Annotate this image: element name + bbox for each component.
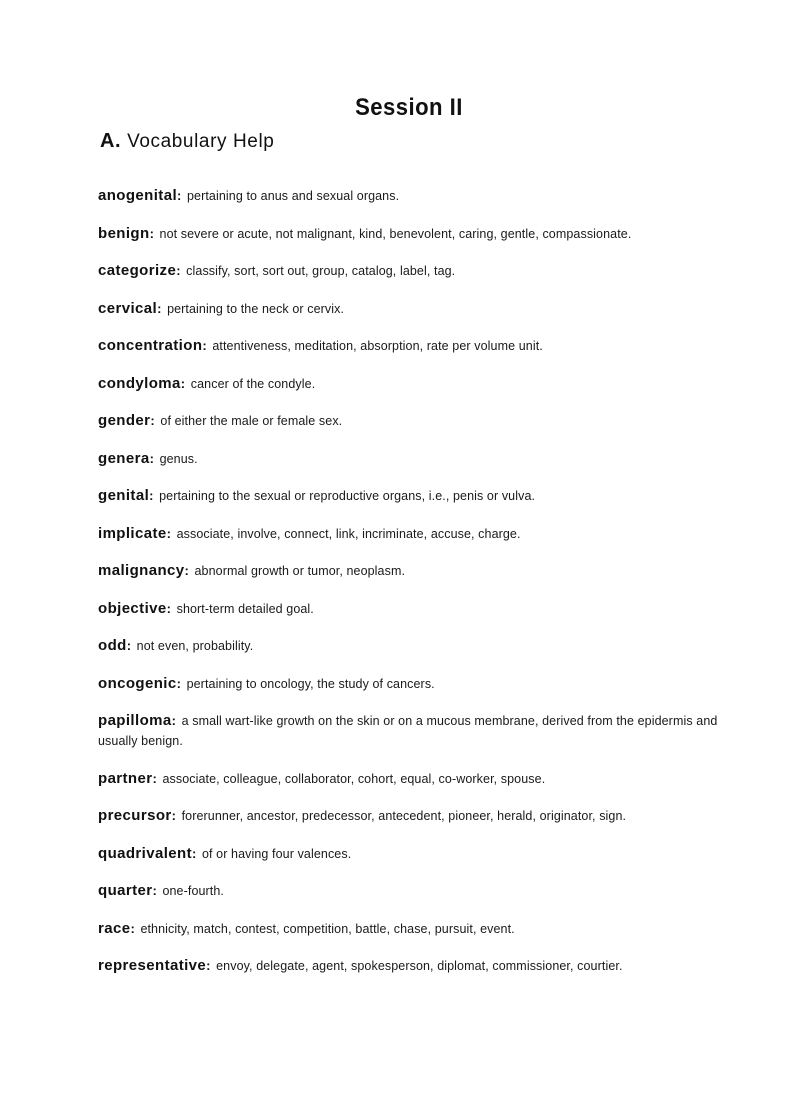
- term-separator: :: [152, 770, 157, 786]
- vocabulary-entry: [98, 486, 718, 506]
- vocabulary-entry: [98, 956, 718, 976]
- term-separator: :: [166, 525, 171, 541]
- vocabulary-term: quadrivalent: [98, 844, 192, 862]
- term-separator: :: [130, 920, 135, 936]
- term-separator: :: [192, 845, 197, 861]
- term-separator: :: [152, 883, 157, 898]
- vocabulary-entry: [98, 561, 718, 581]
- term-separator: :: [150, 413, 155, 428]
- vocabulary-definition: envoy, delegate, agent, spokesperson, diplomat, commissioner, courtier.: [216, 959, 623, 973]
- term-separator: :: [176, 263, 181, 278]
- vocabulary-definition: forerunner, ancestor, predecessor, antecedent, pioneer, herald, originator, sign.: [181, 809, 627, 823]
- vocabulary-term: partner: [98, 769, 153, 787]
- vocabulary-definition: classify, sort, sort out, group, catalog, label, tag.: [186, 264, 456, 278]
- vocabulary-definition: ethnicity, match, contest, competition, battle, chase, pursuit, event.: [140, 921, 515, 936]
- vocabulary-definition: short-term detailed goal.: [176, 601, 314, 616]
- term-separator: :: [166, 600, 171, 616]
- vocabulary-entry: [98, 636, 718, 656]
- term-separator: :: [176, 675, 181, 691]
- term-separator: :: [177, 188, 182, 203]
- vocabulary-term: representative: [98, 957, 207, 974]
- vocabulary-definition: one-fourth.: [162, 884, 225, 898]
- vocabulary-list: [98, 186, 718, 976]
- vocabulary-term: cervical: [98, 299, 158, 317]
- vocabulary-term: oncogenic: [98, 674, 177, 692]
- section-letter: A.: [100, 130, 122, 152]
- vocabulary-definition: attentiveness, meditation, absorption, rate per volume unit.: [212, 339, 543, 353]
- vocabulary-entry: [98, 919, 718, 939]
- vocabulary-term: gender: [98, 412, 151, 429]
- vocabulary-term: categorize: [98, 262, 177, 279]
- term-separator: :: [171, 808, 176, 823]
- vocabulary-definition: of either the male or female sex.: [160, 414, 343, 428]
- vocabulary-term: precursor: [98, 807, 172, 824]
- term-separator: :: [157, 300, 162, 316]
- vocabulary-entry: [98, 224, 718, 244]
- vocabulary-term: objective: [98, 599, 167, 617]
- vocabulary-term: benign: [98, 224, 150, 242]
- vocabulary-definition: cancer of the condyle.: [190, 376, 316, 391]
- vocabulary-definition: abnormal growth or tumor, neoplasm.: [194, 564, 406, 578]
- vocabulary-term: race: [98, 919, 131, 937]
- vocabulary-entry: [98, 711, 718, 751]
- vocabulary-entry: [98, 524, 718, 544]
- vocabulary-definition: associate, colleague, collaborator, cohort, equal, co-worker, spouse.: [162, 771, 546, 786]
- vocabulary-entry: [98, 299, 718, 319]
- session-title: Session II: [355, 94, 463, 121]
- section-heading-text: Vocabulary Help: [127, 131, 275, 152]
- vocabulary-entry: [98, 769, 718, 789]
- vocabulary-term: papilloma: [98, 712, 172, 729]
- vocabulary-entry: [98, 261, 718, 281]
- term-separator: :: [149, 450, 154, 466]
- vocabulary-entry: [98, 844, 718, 864]
- vocabulary-entry: [98, 674, 718, 694]
- section-heading: [100, 130, 274, 153]
- vocabulary-term: genera: [98, 449, 150, 467]
- term-separator: :: [184, 563, 189, 578]
- term-separator: :: [149, 225, 154, 241]
- vocabulary-definition: pertaining to oncology, the study of cancers.: [186, 676, 435, 691]
- term-separator: :: [202, 338, 207, 353]
- vocabulary-term: genital: [98, 487, 150, 504]
- vocabulary-definition: associate, involve, connect, link, incriminate, accuse, charge.: [176, 526, 521, 541]
- vocabulary-entry: [98, 186, 718, 206]
- vocabulary-entry: [98, 374, 718, 394]
- vocabulary-definition: pertaining to anus and sexual organs.: [186, 189, 400, 203]
- vocabulary-term: implicate: [98, 524, 167, 542]
- vocabulary-term: concentration: [98, 337, 203, 354]
- vocabulary-entry: [98, 411, 718, 431]
- vocabulary-definition: not even, probability.: [136, 639, 254, 653]
- vocabulary-term: quarter: [98, 882, 153, 899]
- term-separator: :: [206, 958, 211, 973]
- vocabulary-entry: [98, 806, 718, 826]
- vocabulary-definition: pertaining to the neck or cervix.: [167, 301, 345, 316]
- vocabulary-entry: [98, 449, 718, 469]
- vocabulary-definition: genus.: [159, 451, 198, 466]
- vocabulary-definition: of or having four valences.: [201, 846, 352, 861]
- vocabulary-term: malignancy: [98, 562, 185, 579]
- vocabulary-term: odd: [98, 637, 127, 654]
- term-separator: :: [149, 488, 154, 503]
- vocabulary-term: anogenital: [98, 187, 178, 204]
- vocabulary-entry: [98, 336, 718, 356]
- vocabulary-entry: [98, 881, 718, 901]
- term-separator: :: [171, 713, 176, 728]
- term-separator: :: [180, 375, 186, 391]
- vocabulary-definition: a small wart-like growth on the skin or on a mucous membrane, derived from the epidermis and usually benign.: [98, 714, 718, 748]
- vocabulary-definition: not severe or acute, not malignant, kind, benevolent, caring, gentle, compassionate.: [159, 226, 632, 241]
- vocabulary-entry: [98, 599, 718, 619]
- vocabulary-term: condyloma: [98, 374, 181, 392]
- vocabulary-definition: pertaining to the sexual or reproductive organs, i.e., penis or vulva.: [159, 489, 536, 503]
- term-separator: :: [126, 638, 132, 653]
